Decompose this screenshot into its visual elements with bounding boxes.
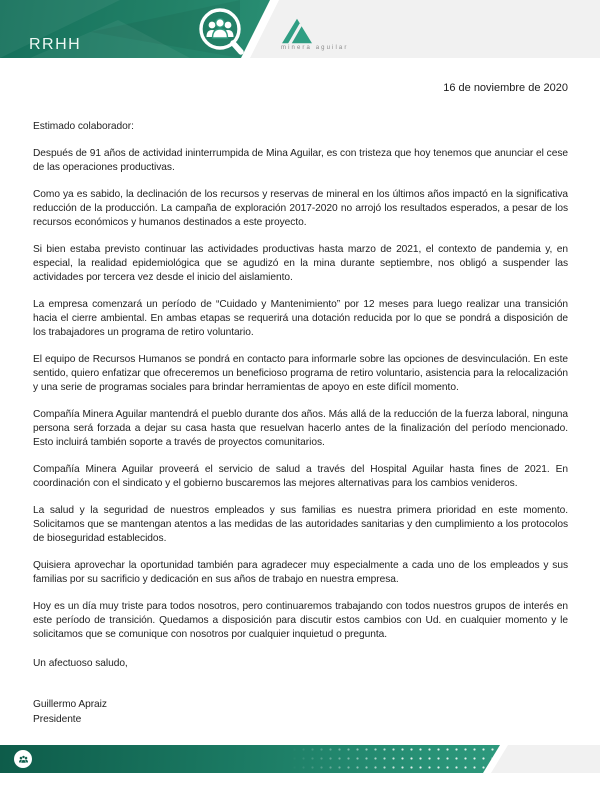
paragraph: Como ya es sabido, la declinación de los recursos y reservas de mineral en los últimos años impactó en la significativa reducción de la producción. La campaña de exploración 2017-2020 no arrojó los resultados esperados, a pesar de los recursos económicos y humanos destinados a este proyecto. bbox=[33, 189, 568, 228]
paragraph: La salud y la seguridad de nuestros empleados y sus familias es nuestra primera prioridad en este momento. Solicitamos que se mantengan atentos a las medidas de las autoridades sanitarias y den cumplimiento a los protocolos de bioseguridad establecidos. bbox=[33, 505, 568, 544]
paragraph: Después de 91 años de actividad ininterrumpida de Mina Aguilar, es con tristeza que hoy tenemos que anunciar el cese de las operaciones productivas. bbox=[33, 148, 568, 173]
paragraph: Compañía Minera Aguilar mantendrá el pueblo durante dos años. Más allá de la reducción de la fuerza laboral, ninguna persona será forzada a dejar su casa hasta que resuelvan hacerlo antes de la finalización del período mencionado. Esto incluirá también soporte a través de proyectos comunitarios. bbox=[33, 409, 568, 448]
signature-name: Guillermo Apraiz bbox=[33, 699, 107, 710]
footer-band bbox=[0, 745, 600, 773]
footer-dot-pattern bbox=[290, 745, 505, 773]
logo-wordmark: minera aguilar bbox=[281, 45, 349, 51]
paragraph: Si bien estaba previsto continuar las actividades productivas hasta marzo de 2021, el contexto de pandemia y, en especial, la realidad epidemiológica que se agudizó en la mina durante septiembre, nos obligó a suspender las actividades por tercera vez desde el inicio del aislamiento. bbox=[33, 244, 568, 283]
logo-triangle-icon bbox=[281, 18, 313, 44]
header-band bbox=[0, 0, 600, 58]
department-label: RRHH bbox=[29, 36, 82, 53]
letter-body bbox=[33, 120, 568, 727]
paragraph: El equipo de Recursos Humanos se pondrá en contacto para informarle sobre las opciones de desvinculación. En este sentido, quiero enfatizar que ofreceremos un beneficioso programa de retiro voluntario, asistencia para la relocalización y una serie de programas sociales para brindar herramientas de apoyo en este difícil momento. bbox=[33, 354, 568, 393]
people-search-icon bbox=[194, 3, 248, 57]
footer-teal-ribbon bbox=[0, 745, 600, 773]
signature-block bbox=[33, 698, 568, 727]
company-logo bbox=[281, 18, 391, 51]
closing-text: Un afectuoso saludo, bbox=[33, 658, 128, 669]
paragraph: Compañía Minera Aguilar proveerá el servicio de salud a través del Hospital Aguilar hasta fines de 2021. En coordinación con el sindicato y el gobierno buscaremos las mejores alternativas para los cambios venideros. bbox=[33, 464, 568, 489]
footer-people-icon bbox=[14, 750, 32, 768]
signature-title: Presidente bbox=[33, 713, 82, 725]
letter-date: 16 de noviembre de 2020 bbox=[443, 82, 568, 94]
paragraph: Hoy es un día muy triste para todos nosotros, pero continuaremos trabajando con todos nuestros grupos de interés en este período de transición. Quedamos a disposición para discutir estos cambios con Ud. en cualquier momento y le solicitamos que se comunique con nosotros por cualquier inquietud o pregunta. bbox=[33, 601, 568, 640]
paragraph: La empresa comenzará un período de “Cuidado y Mantenimiento” por 12 meses para luego realizar una transición hacia el cierre ambiental. En ambas etapas se requerirá una dotación reducida por lo que se pondrá a disposición de los trabajadores un programa de retiro voluntario. bbox=[33, 299, 568, 338]
paragraph: Quisiera aprovechar la oportunidad también para agradecer muy especialmente a cada uno de los empleados y sus familias por su sacrificio y dedicación en sus años de trabajo en nuestra empresa. bbox=[33, 560, 568, 585]
salutation: Estimado colaborador: bbox=[33, 121, 134, 132]
